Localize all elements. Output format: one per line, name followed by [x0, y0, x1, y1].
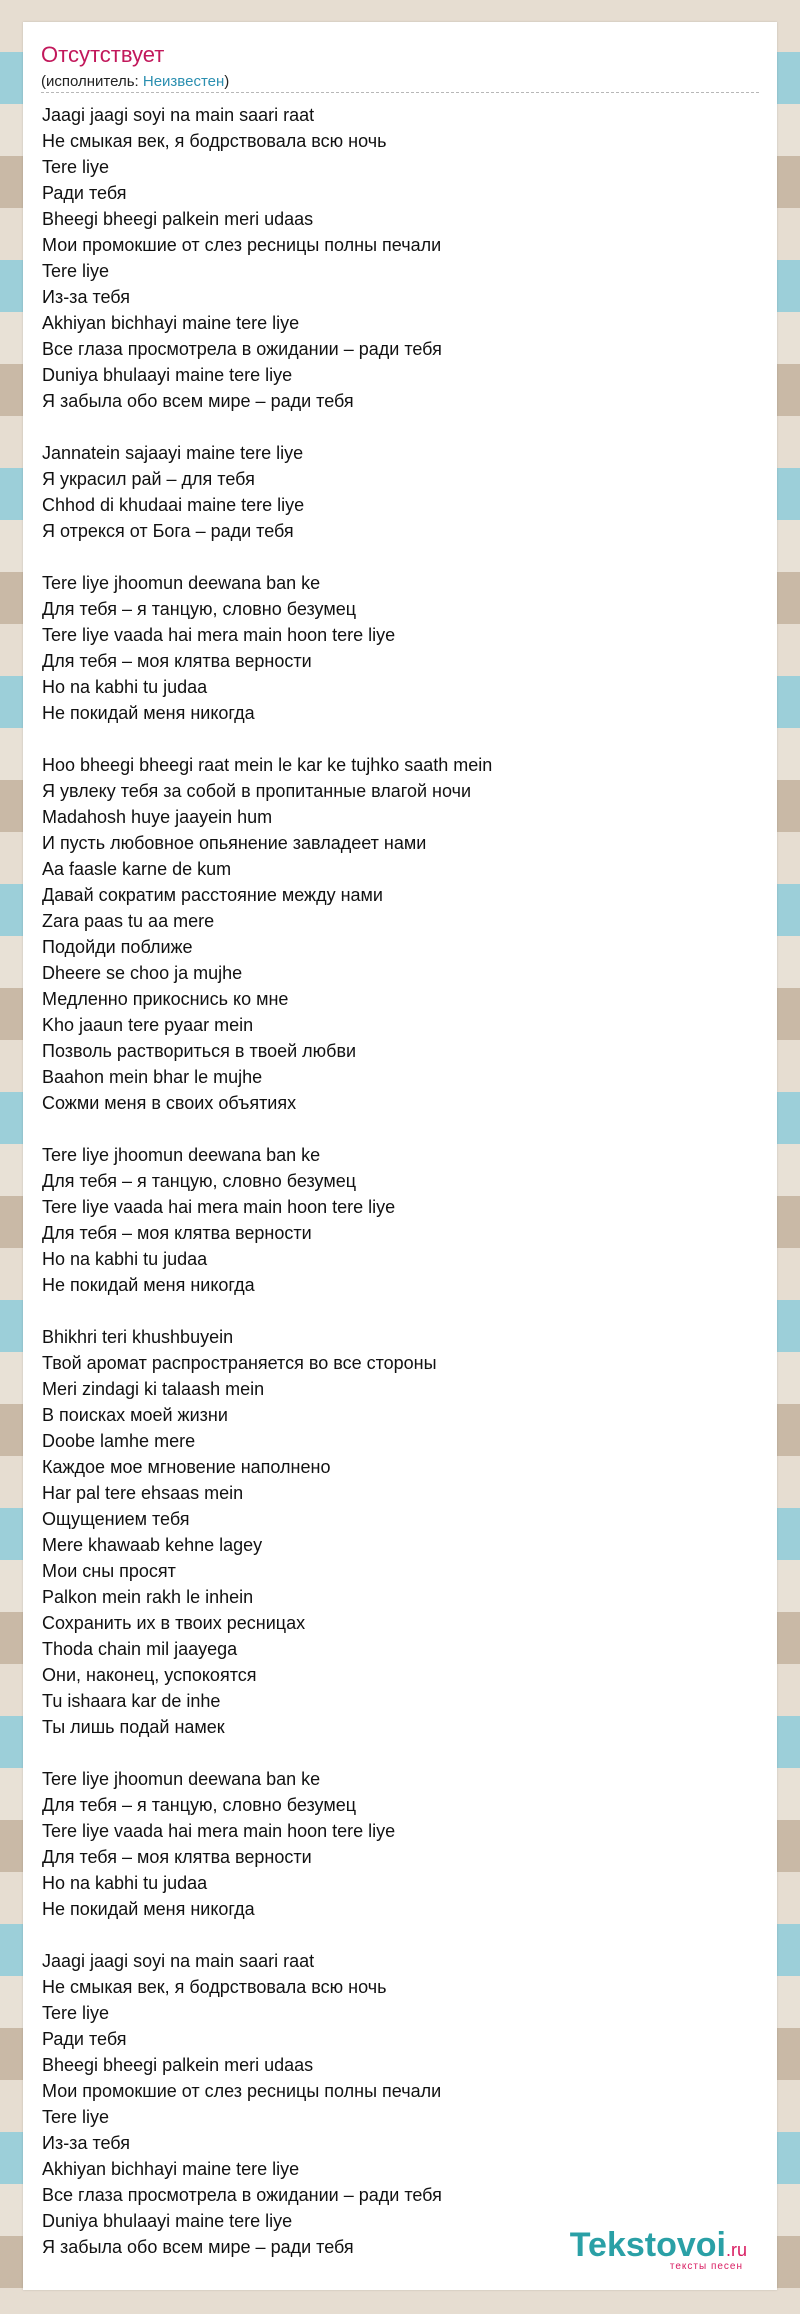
lyrics-card	[23, 22, 777, 2290]
lyric-line: Для тебя – моя клятва верности	[42, 651, 312, 671]
lyric-line: Zara paas tu aa mere	[42, 911, 215, 931]
lyric-line: Все глаза просмотрела в ожидании – ради тебя	[42, 339, 442, 359]
lyric-line: Meri zindagi ki talaash mein	[42, 1379, 265, 1399]
song-title: Отсутствует	[41, 42, 165, 67]
logo-name: Tekstovoi	[569, 2226, 726, 2264]
lyric-line: Не покидай меня никогда	[42, 1275, 255, 1295]
lyric-line: Duniya bhulaayi maine tere liye	[42, 365, 293, 385]
lyric-line: Duniya bhulaayi maine tere liye	[42, 2211, 293, 2231]
lyric-line: Подойди поближе	[42, 937, 193, 957]
performer-line	[41, 73, 229, 91]
lyric-line: Kho jaaun tere pyaar mein	[42, 1015, 254, 1035]
lyric-line: Я украсил рай – для тебя	[42, 469, 255, 489]
lyric-line: Tu ishaara kar de inhe	[42, 1691, 221, 1711]
lyric-line: Tere liye	[42, 157, 110, 177]
lyrics-body	[42, 102, 742, 2260]
lyric-line: Aa faasle karne de kum	[42, 859, 232, 879]
lyric-line: Jaagi jaagi soyi na main saari raat	[42, 105, 315, 125]
lyric-line: Bheegi bheegi palkein meri udaas	[42, 209, 314, 229]
lyric-line: Для тебя – моя клятва верности	[42, 1223, 312, 1243]
lyric-line: Madahosh huye jaayein hum	[42, 807, 273, 827]
lyric-line: Hoo bheegi bheegi raat mein le kar ke tujhko saath mein	[42, 755, 493, 775]
lyric-line: Все глаза просмотрела в ожидании – ради тебя	[42, 2185, 442, 2205]
lyric-line: Каждое мое мгновение наполнено	[42, 1457, 331, 1477]
lyric-line: Doobe lamhe mere	[42, 1431, 196, 1451]
lyric-line: Они, наконец, успокоятся	[42, 1665, 257, 1685]
lyric-line: Chhod di khudaai maine tere liye	[42, 495, 305, 515]
stanza-break	[42, 1298, 742, 1324]
lyric-line: Мои сны просят	[42, 1561, 176, 1581]
lyric-line: Ты лишь подай намек	[42, 1717, 225, 1737]
lyric-line: Bheegi bheegi palkein meri udaas	[42, 2055, 314, 2075]
lyric-line: Я увлеку тебя за собой в пропитанные влагой ночи	[42, 781, 472, 801]
lyric-line: Твой аромат распространяется во все стороны	[42, 1353, 437, 1373]
stanza-break	[42, 544, 742, 570]
lyric-line: Я забыла обо всем мире – ради тебя	[42, 2237, 354, 2257]
lyric-line: Jannatein sajaayi maine tere liye	[42, 443, 304, 463]
lyric-line: Palkon mein rakh le inhein	[42, 1587, 254, 1607]
lyric-line: И пусть любовное опьянение завладеет нами	[42, 833, 427, 853]
lyric-line: Tere liye jhoomun deewana ban ke	[42, 573, 321, 593]
performer-suffix: )	[224, 73, 230, 90]
lyric-line: Позволь раствориться в твоей любви	[42, 1041, 357, 1061]
lyric-line: Из-за тебя	[42, 2133, 130, 2153]
lyric-line: Не покидай меня никогда	[42, 703, 255, 723]
lyric-line: Thoda chain mil jaayega	[42, 1639, 238, 1659]
lyric-line: Akhiyan bichhayi maine tere liye	[42, 313, 300, 333]
lyric-line: Ради тебя	[42, 2029, 127, 2049]
lyric-line: Tere liye vaada hai mera main hoon tere liye	[42, 1197, 396, 1217]
lyric-line: Tere liye jhoomun deewana ban ke	[42, 1145, 321, 1165]
lyric-line: Tere liye vaada hai mera main hoon tere liye	[42, 1821, 396, 1841]
lyric-line: Ho na kabhi tu judaa	[42, 1873, 208, 1893]
stanza-break	[42, 1922, 742, 1948]
lyric-line: Dheere se choo ja mujhe	[42, 963, 243, 983]
lyric-line: Для тебя – я танцую, словно безумец	[42, 1171, 357, 1191]
lyric-line: Мои промокшие от слез ресницы полны печали	[42, 2081, 442, 2101]
lyric-line: Akhiyan bichhayi maine tere liye	[42, 2159, 300, 2179]
site-logo[interactable]	[570, 2227, 747, 2272]
lyric-line: Сожми меня в своих объятиях	[42, 1093, 297, 1113]
lyric-line: Я забыла обо всем мире – ради тебя	[42, 391, 354, 411]
lyric-line: Tere liye jhoomun deewana ban ke	[42, 1769, 321, 1789]
lyric-line: Tere liye	[42, 261, 110, 281]
lyric-line: Tere liye	[42, 2107, 110, 2127]
lyric-line: Сохранить их в твоих ресницах	[42, 1613, 306, 1633]
performer-link[interactable]: Неизвестен	[142, 73, 225, 90]
lyric-line: Ho na kabhi tu judaa	[42, 1249, 208, 1269]
lyric-line: Baahon mein bhar le mujhe	[42, 1067, 263, 1087]
stanza-break	[42, 1116, 742, 1142]
stanza-break	[42, 1740, 742, 1766]
lyric-line: Не смыкая век, я бодрствовала всю ночь	[42, 1977, 387, 1997]
lyric-line: Для тебя – я танцую, словно безумец	[42, 1795, 357, 1815]
lyric-line: Медленно прикоснись ко мне	[42, 989, 289, 1009]
lyric-line: Из-за тебя	[42, 287, 130, 307]
lyric-line: Bhikhri teri khushbuyein	[42, 1327, 234, 1347]
logo-tld: .ru	[725, 2240, 747, 2260]
lyric-line: Не покидай меня никогда	[42, 1899, 255, 1919]
lyric-line: Давай сократим расстояние между нами	[42, 885, 383, 905]
lyric-line: Har pal tere ehsaas mein	[42, 1483, 244, 1503]
stanza-break	[42, 414, 742, 440]
performer-prefix: (исполнитель:	[41, 73, 143, 90]
lyric-line: Я отрекся от Бога – ради тебя	[42, 521, 294, 541]
lyric-line: Jaagi jaagi soyi na main saari raat	[42, 1951, 315, 1971]
lyric-line: Для тебя – моя клятва верности	[42, 1847, 312, 1867]
lyric-line: Не смыкая век, я бодрствовала всю ночь	[42, 131, 387, 151]
lyric-line: Ощущением тебя	[42, 1509, 190, 1529]
lyric-line: Для тебя – я танцую, словно безумец	[42, 599, 357, 619]
lyric-line: Ho na kabhi tu judaa	[42, 677, 208, 697]
logo-tagline: тексты песен	[669, 2261, 743, 2272]
lyric-line: Tere liye	[42, 2003, 110, 2023]
lyric-line: Мои промокшие от слез ресницы полны печали	[42, 235, 442, 255]
lyric-line: Mere khawaab kehne lagey	[42, 1535, 263, 1555]
lyric-line: Ради тебя	[42, 183, 127, 203]
lyric-line: В поисках моей жизни	[42, 1405, 228, 1425]
title-divider	[41, 92, 759, 93]
stanza-break	[42, 726, 742, 752]
lyric-line: Tere liye vaada hai mera main hoon tere liye	[42, 625, 396, 645]
